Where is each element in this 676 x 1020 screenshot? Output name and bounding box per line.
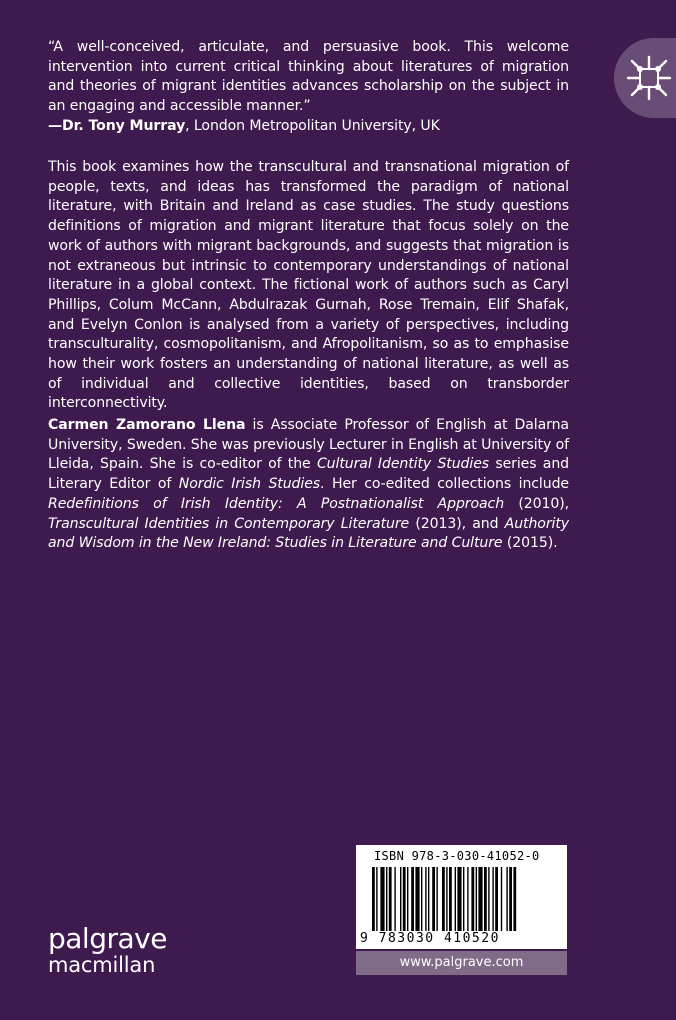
bio-journal-title: Nordic Irish Studies (178, 476, 321, 493)
barcode-bar (467, 867, 468, 931)
barcode-bar (488, 867, 489, 931)
barcode-bar (389, 867, 392, 931)
barcode-bar (446, 867, 447, 931)
barcode-bar (421, 867, 422, 931)
barcode-bar (463, 867, 464, 931)
bio-text: (2010), (504, 495, 569, 512)
bio-book-title: Authority and Wisdom in the New Ireland: Studies in Literature and Culture (48, 515, 570, 552)
bio-text: (2013), and (409, 515, 505, 532)
barcode-bar (492, 867, 493, 931)
barcode-bar (428, 867, 429, 931)
barcode-bar (457, 867, 461, 931)
barcode-bar (501, 867, 502, 931)
bio-text: . Her co-edited collections include (320, 476, 569, 493)
barcode-bar (400, 867, 401, 931)
publisher-line2: macmillan (48, 953, 156, 977)
barcode-bar (376, 867, 377, 931)
quote-text: “A well-conceived, articulate, and persuasive book. This welcome intervention into current critical thinking about literatures of migration and theories of migrant identities advances scholarship on the subject in an engaging and accessible manner.” (48, 39, 569, 115)
barcode-bar (509, 867, 512, 931)
barcode-bar (506, 867, 507, 931)
barcode-bar (394, 867, 395, 931)
barcode-bar (403, 867, 406, 931)
book-description: This book examines how the transcultural and transnational migration of people, texts, and ideas has transformed the paradigm of national literature, with Britain and Ireland as case studies. The study questions definitions of migration and migrant literature that focus solely on the work of authors with migrant backgrounds, and suggests that migration is not extraneous but intrinsic to contemporary understandings of national literature in a global context. The fictional work of authors such as Caryl Phillips, Colum McCann, Abdulrazak Gurnah, Rose Tremain, Elif Shafak, and Evelyn Conlon is analysed from a variety of perspectives, including transculturality, cosmopolitanism, and Afropolitanism, so as to emphasise how their work fosters an understanding of national literature, as well as of individual and collective identities, based on transborder interconnectivity. (48, 159, 569, 412)
barcode-bar (471, 867, 474, 931)
publisher-line1: palgrave (48, 922, 167, 955)
barcode-bar (372, 867, 375, 931)
isbn-barcode (356, 845, 567, 949)
barcode-bar (386, 867, 387, 931)
logo-badge (614, 38, 676, 118)
bio-book-title: Transcultural Identities in Contemporary Literature (48, 515, 410, 532)
bio-text: series and Literary Editor of (48, 456, 570, 493)
barcode-bar (449, 867, 452, 931)
isbn-label: ISBN 978-3-030-41052-0 (374, 849, 540, 863)
barcode-bar (478, 867, 482, 931)
bio-series-title: Cultural Identity Studies (316, 456, 490, 473)
barcode-bar (484, 867, 487, 931)
barcode-bar (495, 867, 498, 931)
review-quote (48, 38, 569, 137)
barcode-bar (513, 867, 516, 931)
barcode-bar (407, 867, 408, 931)
bio-text: is Associate Professor of English at Dalarna University, Sweden. She was previously Lecturer in English at University of Lleida, Spain. She is co-editor of the (48, 417, 569, 473)
barcode-bar (476, 867, 477, 931)
barcode-bar (455, 867, 456, 931)
barcode-digits: 9 783030 410520 (360, 931, 500, 946)
bio-book-title: Redefinitions of Irish Identity: A Postnationalist Approach (48, 495, 505, 512)
barcode-bars (372, 867, 552, 931)
bio-text: (2015). (502, 535, 558, 552)
author-name: Carmen Zamorano Llena (48, 417, 246, 433)
publisher-website[interactable]: www.palgrave.com (356, 951, 567, 975)
publisher-logo (48, 922, 167, 977)
barcode-bar (442, 867, 445, 931)
reviewer-affiliation: , London Metropolitan University, UK (185, 117, 440, 134)
barcode-bar (432, 867, 435, 931)
barcode-bar (436, 867, 437, 931)
quote-attribution (48, 117, 569, 137)
author-bio (48, 416, 569, 554)
reviewer-name: —Dr. Tony Murray (48, 117, 186, 134)
barcode-bar (411, 867, 414, 931)
barcode-bar (425, 867, 426, 931)
barcode-bar (415, 867, 419, 931)
palgrave-network-icon (624, 53, 674, 103)
barcode-bar (380, 867, 384, 931)
